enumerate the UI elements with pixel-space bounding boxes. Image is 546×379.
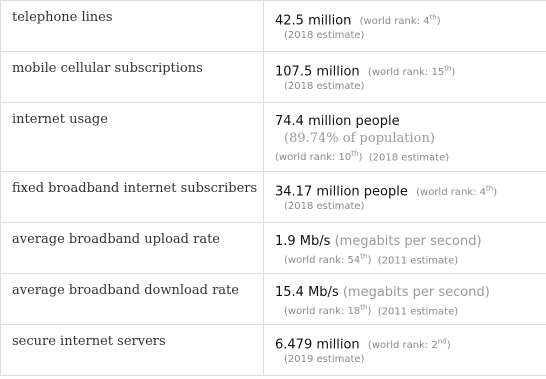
estimate-year: (2019 estimate): [284, 354, 365, 366]
row-label: fixed broadband internet subscribers: [1, 172, 264, 223]
estimate-year: (2011 estimate): [377, 306, 459, 318]
table-row: [1, 52, 546, 103]
row-value-cell: [264, 172, 546, 223]
row-value-cell: [264, 223, 546, 274]
rank-and-estimate: [275, 147, 546, 165]
world-rank: (world rank: 4th): [359, 14, 441, 28]
row-label: average broadband upload rate: [1, 223, 264, 274]
world-rank: (world rank: 2nd): [367, 338, 451, 352]
world-rank: (world rank: 54th): [284, 253, 372, 267]
rank-and-estimate: [275, 301, 546, 319]
row-value: 1.9 Mb/s: [275, 234, 331, 249]
row-label: average broadband download rate: [1, 274, 264, 325]
row-value-cell: [264, 1, 546, 52]
row-value: 6.479 million: [275, 337, 360, 353]
table-row: [1, 103, 546, 172]
unit-description: (megabits per second): [334, 234, 482, 249]
row-value: 74.4 million people: [275, 114, 400, 129]
row-value-cell: [264, 103, 546, 172]
estimate-year: (2018 estimate): [368, 152, 450, 164]
world-rank: (world rank: 18th): [284, 304, 372, 318]
estimate-year: (2018 estimate): [284, 201, 365, 213]
estimate-year: (2018 estimate): [284, 81, 365, 93]
rank-and-estimate: [275, 250, 546, 268]
row-value-cell: [264, 325, 546, 376]
row-label: mobile cellular subscriptions: [1, 52, 264, 103]
table-row: [1, 1, 546, 52]
row-label: telephone lines: [1, 1, 264, 52]
table-row: [1, 223, 546, 274]
row-value-cell: [264, 52, 546, 103]
row-label: internet usage: [1, 103, 264, 172]
table-row: [1, 172, 546, 223]
world-rank: (world rank: 15th): [367, 65, 456, 79]
row-value-cell: [264, 274, 546, 325]
row-label: secure internet servers: [1, 325, 264, 376]
row-value: 107.5 million: [275, 64, 360, 80]
estimate-year: (2011 estimate): [377, 255, 459, 267]
row-value: 34.17 million people: [275, 184, 408, 200]
population-share: (89.74% of population): [284, 131, 435, 146]
estimate-year: (2018 estimate): [284, 30, 365, 42]
row-value: 15.4 Mb/s: [275, 285, 339, 300]
row-value: 42.5 million: [275, 13, 352, 29]
world-rank: (world rank: 10th): [275, 150, 363, 164]
world-rank: (world rank: 4th): [416, 185, 498, 199]
unit-description: (megabits per second): [342, 285, 490, 300]
table-row: [1, 274, 546, 325]
table-row: [1, 325, 546, 376]
